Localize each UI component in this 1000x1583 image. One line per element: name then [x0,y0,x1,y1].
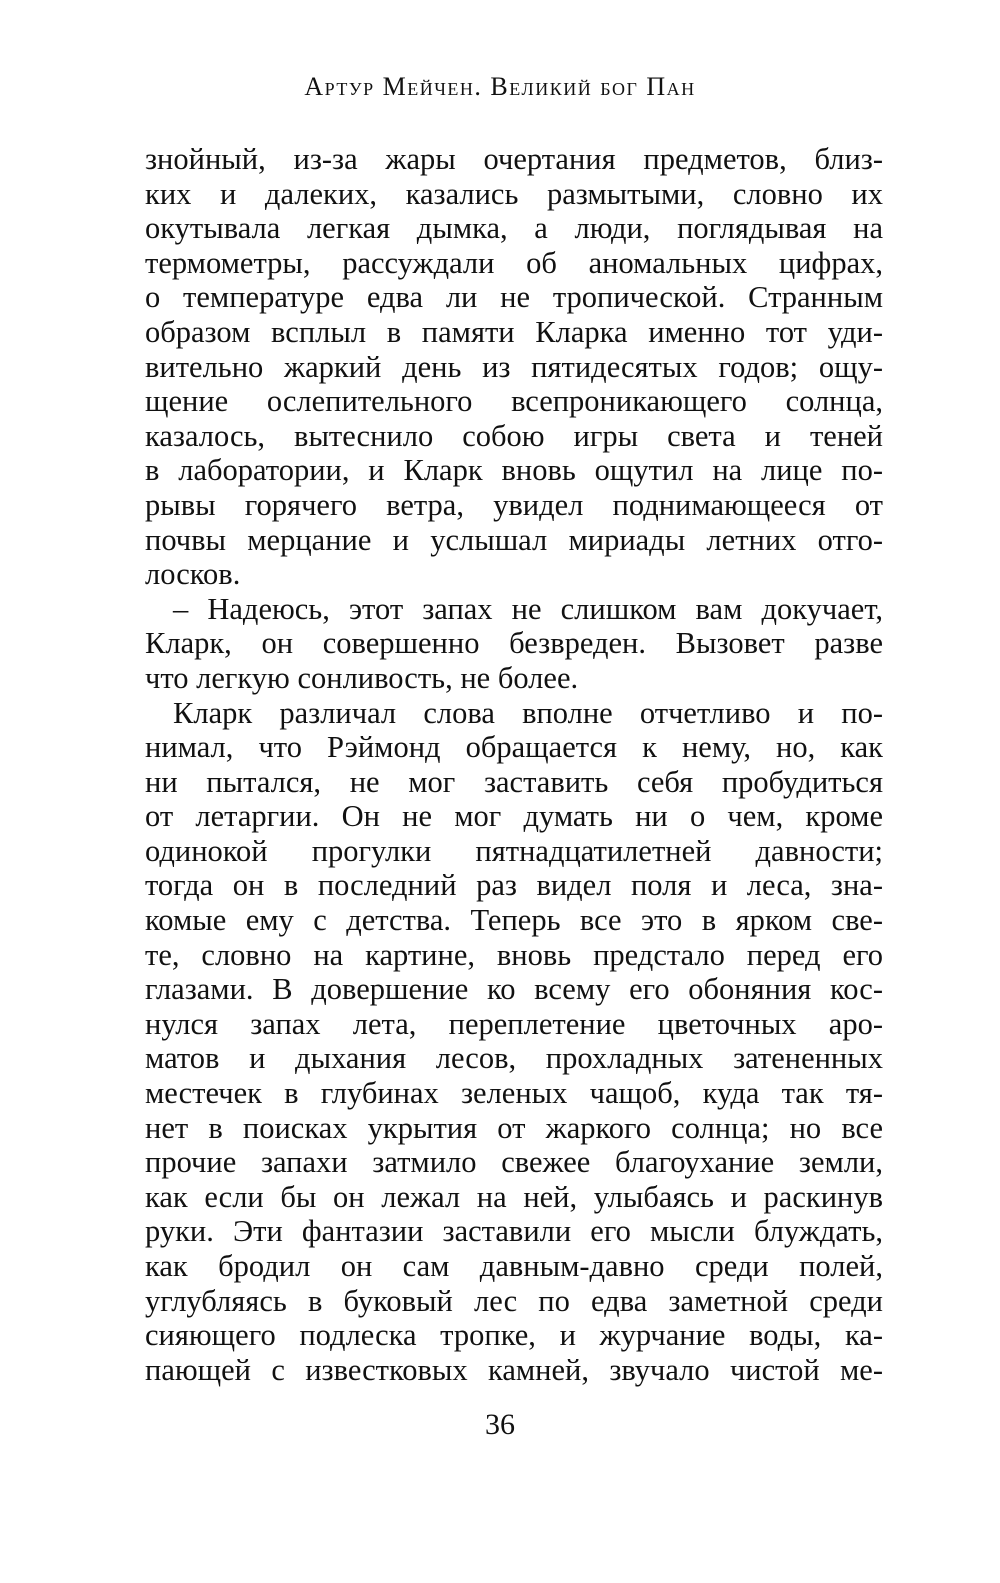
text-line: казалось, вытеснило собою игры света и теней [145,418,883,453]
text-line: знойный, из-за жары очертания предметов, близ- [145,142,883,176]
text-line: о температуре едва ли не тропической. Странным [145,280,883,315]
dialogue-line: – Надеюсь, этот запах не слишком вам докучает, [173,591,883,626]
text-line: лосков. [145,557,241,592]
running-head: Артур Мейчен. Великий бог Пан [304,72,696,101]
text-line: от летаргии. Он не мог думать ни о чем, кроме [145,799,883,834]
text-line: пающей с известковых камней, звучало чистой ме- [145,1352,883,1387]
text-line: образом всплыл в памяти Кларка именно тот уди- [145,314,883,349]
text-line: нет в поисках укрытия от жаркого солнца; но все [145,1110,883,1145]
text-line: окутывала легкая дымка, а люди, поглядывая на [145,211,883,246]
text-line: щение ослепительного всепроникающего солнца, [145,384,883,419]
text-line: тогда он в последний раз видел поля и леса, зна- [145,868,883,903]
paragraph-first-line: Кларк различал слова вполне отчетливо и по- [173,695,883,730]
page-number: 36 [485,1408,515,1441]
text-line: матов и дыхания лесов, прохладных затененных [145,1041,883,1076]
text-line: в лаборатории, и Кларк вновь ощутил на лице по- [145,453,883,488]
text-line: углубляясь в буковый лес по едва заметной среди [145,1283,883,1318]
text-line: те, словно на картине, вновь предстало перед его [145,937,883,972]
text-line: глазами. В довершение ко всему его обоняния кос- [145,972,883,1007]
text-line: почвы мерцание и услышал мириады летних отго- [145,522,883,557]
text-line: ких и далеких, казались размытыми, словно их [145,176,883,211]
text-line: как если бы он лежал на ней, улыбаясь и раскинув [145,1179,883,1214]
text-line: местечек в глубинах зеленых чащоб, куда так тя- [145,1076,883,1111]
text-line: прочие запахи затмило свежее благоухание земли, [145,1145,883,1180]
text-line: термометры, рассуждали об аномальных цифрах, [145,245,883,280]
text-line: одинокой прогулки пятнадцатилетней давности; [145,833,883,868]
text-line: ни пытался, не мог заставить себя пробудиться [145,764,883,799]
text-line: руки. Эти фантазии заставили его мысли блуждать, [145,1214,883,1249]
text-line: комые ему с детства. Теперь все это в ярком све- [145,903,883,938]
text-line: сияющего подлеска тропке, и журчание воды, ка- [145,1318,883,1353]
body-text [145,142,883,1387]
text-line: нулся запах лета, переплетение цветочных аро- [145,1006,883,1041]
text-line: как бродил он сам давным-давно среди полей, [145,1249,883,1283]
text-line: рывы горячего ветра, увидел поднимающееся от [145,487,883,522]
text-line: вительно жаркий день из пятидесятых годов; ощу- [145,349,883,384]
text-line: Кларк, он совершенно безвреден. Вызовет разве [145,626,883,661]
text-line: нимал, что Рэймонд обращается к нему, но, как [145,730,883,765]
text-line: что легкую сонливость, не более. [145,660,579,695]
